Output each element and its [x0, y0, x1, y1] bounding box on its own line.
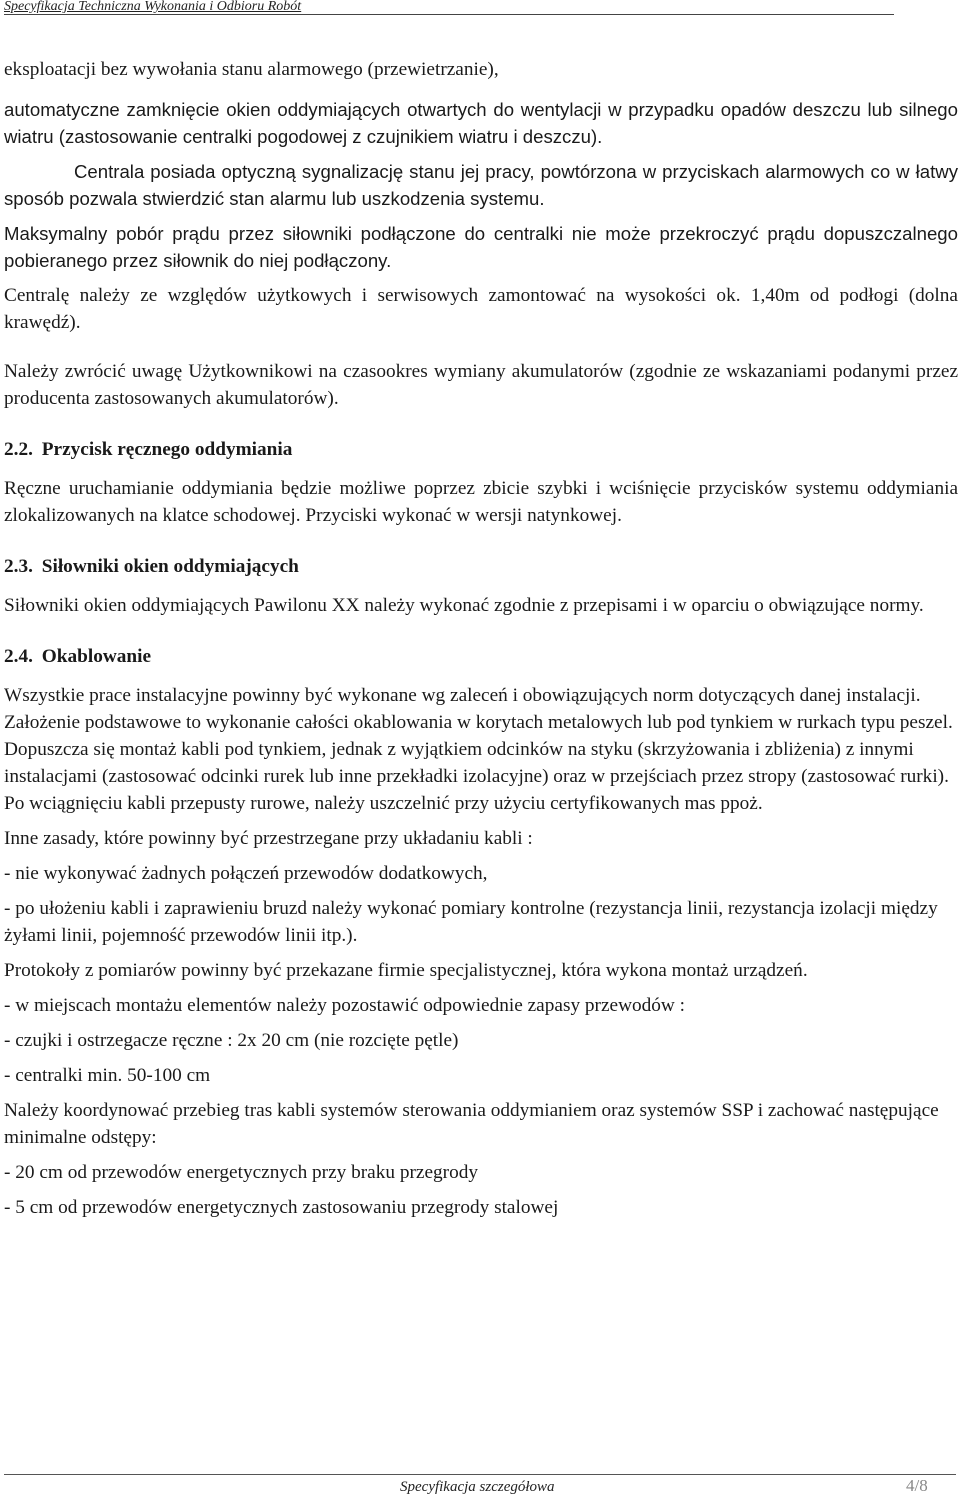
section-heading-2-3: [4, 553, 958, 580]
paragraph: automatyczne zamknięcie okien oddymiających otwartych do wentylacji w przypadku opadów deszczu lub silnego wiatru (zastosowanie centralki pogodowej z czujnikiem wiatru i deszczu).: [4, 99, 958, 147]
footer-divider: [4, 1474, 956, 1475]
paragraph: Należy koordynować przebieg tras kabli systemów sterowania oddymianiem oraz systemów SSP i zachować następujące minimalne odstępy:: [4, 1100, 939, 1148]
paragraph: Siłowniki okien oddymiających Pawilonu XX należy wykonać zgodnie z przepisami i w oparciu o obwiązujące normy.: [4, 595, 924, 616]
section-number: 2.2.: [4, 439, 33, 460]
list-item: - 20 cm od przewodów energetycznych przy braku przegrody: [4, 1162, 478, 1183]
paragraph: Centralę należy ze względów użytkowych i serwisowych zamontować na wysokości ok. 1,40m od podłogi (dolna krawędź).: [4, 285, 958, 333]
page-header: Specyfikacja Techniczna Wykonania i Odbioru Robót: [4, 0, 894, 15]
list-item: - centralki min. 50-100 cm: [4, 1065, 211, 1086]
paragraph: Protokoły z pomiarów powinny być przekazane firmie specjalistycznej, która wykona montaż urządzeń.: [4, 960, 808, 981]
paragraph: Centrala posiada optyczną sygnalizację stanu jej pracy, powtórzona w przyciskach alarmowych co w łatwy sposób pozwala stwierdzić stan alarmu lub uszkodzenia systemu.: [4, 161, 958, 209]
paragraph: Należy zwrócić uwagę Użytkownikowi na czasookres wymiany akumulatorów (zgodnie ze wskazaniami podanymi przez producenta zastosowanych akumulatorów).: [4, 361, 958, 409]
footer-title: Specyfikacja szczegółowa: [400, 1479, 555, 1495]
list-item: - po ułożeniu kabli i zaprawieniu bruzd należy wykonać pomiary kontrolne (rezystancja linii, rezystancja izolacji między żyłami linii, pojemność przewodów linii itp.).: [4, 898, 938, 946]
paragraph: Ręczne uruchamianie oddymiania będzie możliwe poprzez zbicie szybki i wciśnięcie przycisków systemu oddymiania zlokalizowanych na klatce schodowej. Przyciski wykonać w wersji natynkowej.: [4, 478, 958, 526]
paragraph: Wszystkie prace instalacyjne powinny być wykonane wg zaleceń i obowiązujących norm dotyczących danej instalacji. Założenie podstawowe to wykonanie całości okablowania w korytach metalowych lub pod tynkiem w rurkach typu peszel. Dopuszcza się montaż kabli pod tynkiem, jednak z wyjątkiem odcinków na styku (skrzyżowania i zbliżenia) z innymi instalacjami (zastosować odcinki rurek lub inne przekładki izolacyjne) oraz w przejściach przez stropy (zastosować rurki). Po wciągnięciu kabli przepusty rurowe, należy uszczelnić przy użyciu certyfikowanych mas ppoż.: [4, 685, 953, 814]
paragraph: Inne zasady, które powinny być przestrzegane przy układaniu kabli :: [4, 828, 533, 849]
section-title: Siłowniki okien oddymiających: [41, 556, 299, 577]
section-heading-2-2: [4, 436, 958, 463]
list-item: - 5 cm od przewodów energetycznych zastosowaniu przegrody stalowej: [4, 1197, 559, 1218]
section-title: Okablowanie: [41, 646, 152, 667]
paragraph: eksploatacji bez wywołania stanu alarmowego (przewietrzanie),: [4, 59, 499, 80]
list-item: - w miejscach montażu elementów należy pozostawić odpowiednie zapasy przewodów :: [4, 995, 686, 1016]
paragraph: Maksymalny pobór prądu przez siłowniki podłączone do centralki nie może przekroczyć prądu dopuszczalnego pobieranego przez siłownik do niej podłączony.: [4, 223, 958, 271]
document-body: [4, 56, 958, 1229]
section-heading-2-4: [4, 643, 958, 670]
section-number: 2.3.: [4, 556, 33, 577]
list-item: - nie wykonywać żadnych połączeń przewodów dodatkowych,: [4, 863, 488, 884]
list-item: - czujki i ostrzegacze ręczne : 2x 20 cm (nie rozcięte pętle): [4, 1030, 459, 1051]
page-number: 4/8: [906, 1476, 928, 1495]
section-number: 2.4.: [4, 646, 33, 667]
section-title: Przycisk ręcznego oddymiania: [41, 439, 293, 460]
